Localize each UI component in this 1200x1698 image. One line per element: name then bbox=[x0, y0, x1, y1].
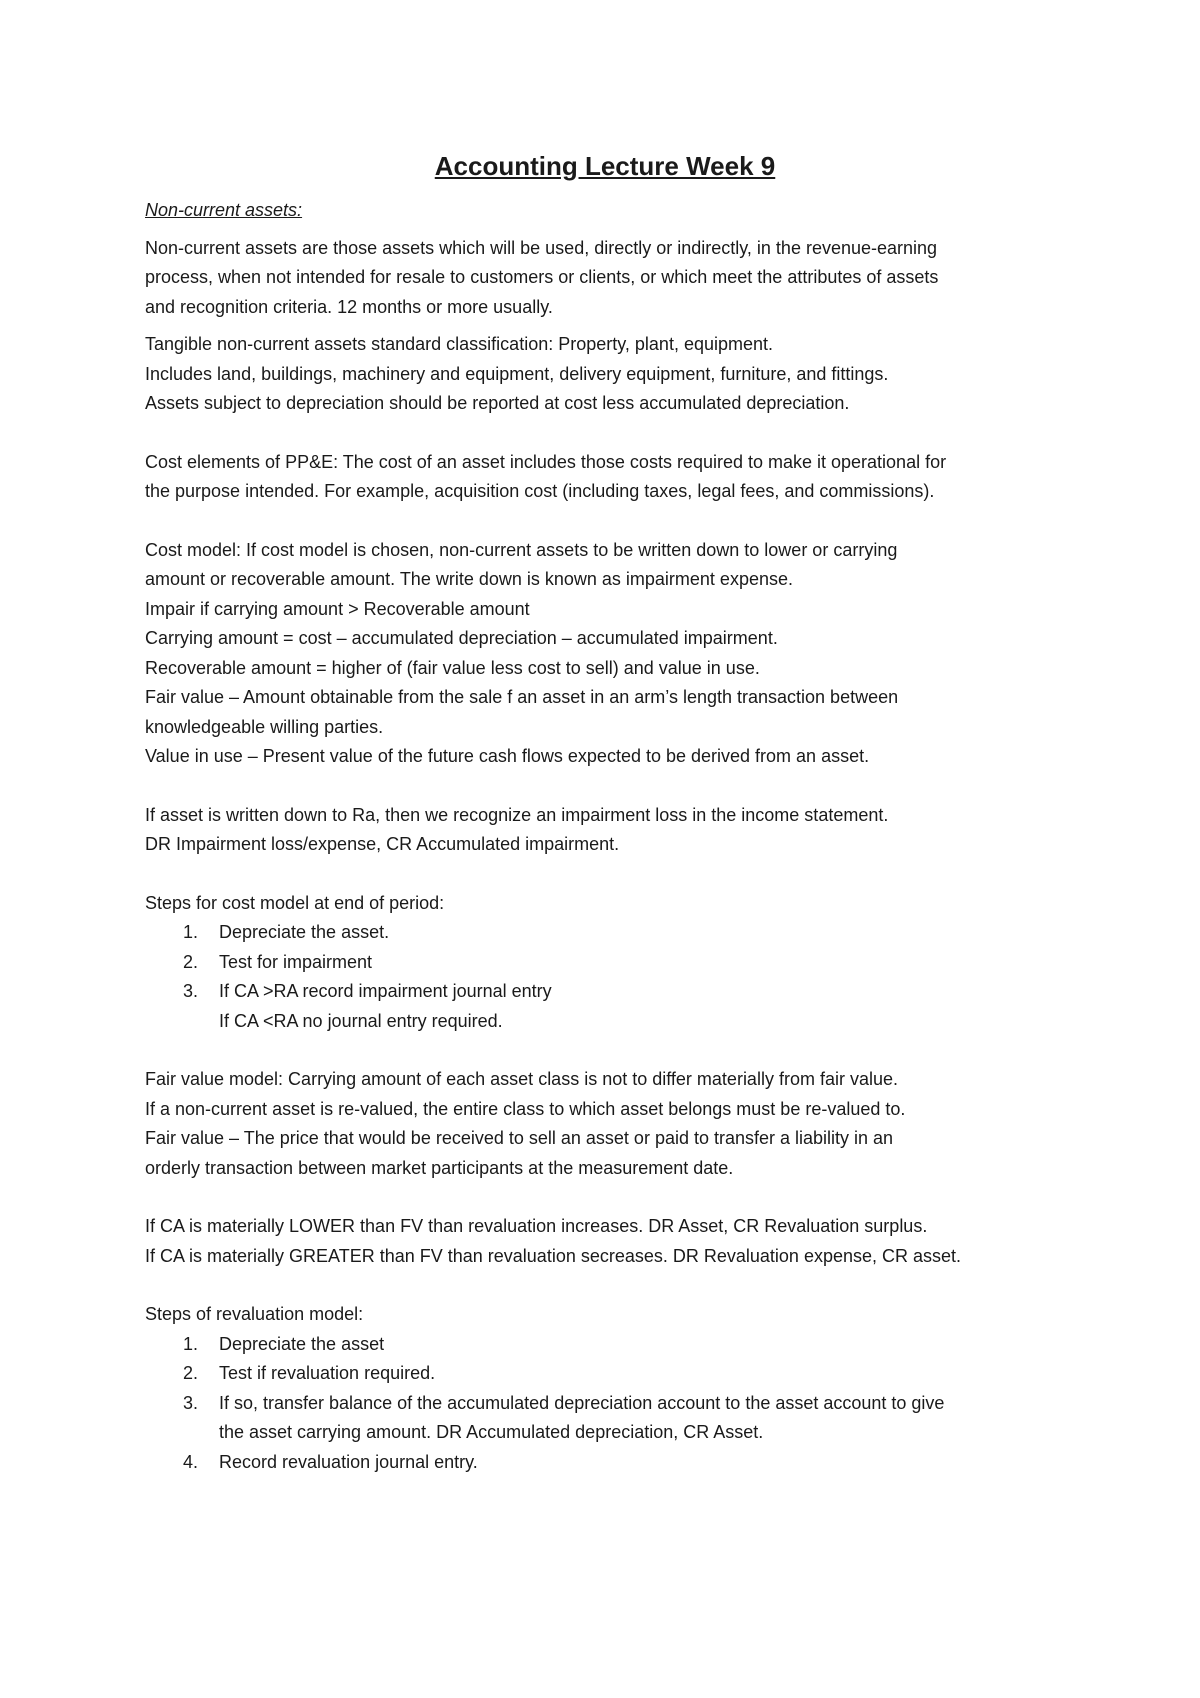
text-line: Carrying amount = cost – accumulated depreciation – accumulated impairment. bbox=[145, 628, 778, 648]
text-line: If asset is written down to Ra, then we recognize an impairment loss in the income statement. bbox=[145, 804, 889, 825]
list-item bbox=[145, 1389, 1065, 1448]
list-number: 2. bbox=[183, 951, 199, 972]
paragraph-tangible-assets bbox=[145, 330, 1065, 419]
text-line: Fair value – The price that would be received to sell an asset or paid to transfer a liability in an bbox=[145, 1128, 894, 1148]
text-line: Tangible non-current assets standard classification: Property, plant, equipment. bbox=[145, 334, 774, 354]
list-item-text: the asset carrying amount. DR Accumulated depreciation, CR Asset. bbox=[219, 1422, 764, 1442]
text-line: If CA is materially GREATER than FV than revaluation secreases. DR Revaluation expense, CR asset. bbox=[145, 1245, 962, 1266]
revaluation-steps-list bbox=[145, 1330, 1065, 1478]
text-line: orderly transaction between market participants at the measurement date. bbox=[145, 1157, 734, 1178]
text-line: and recognition criteria. 12 months or more usually. bbox=[145, 296, 553, 317]
list-item bbox=[145, 977, 1065, 1036]
list-item bbox=[145, 1448, 1065, 1478]
list-number: 3. bbox=[183, 1392, 199, 1413]
list-item bbox=[145, 918, 1065, 948]
paragraph-cost-elements bbox=[145, 448, 1065, 507]
document-body bbox=[145, 150, 1065, 1506]
list-number: 4. bbox=[183, 1451, 199, 1472]
paragraph-cost-model bbox=[145, 536, 1065, 772]
list-item bbox=[145, 948, 1065, 978]
paragraph-impairment bbox=[145, 801, 1065, 860]
section-heading-non-current-assets: Non-current assets: bbox=[145, 200, 303, 220]
page-title: Accounting Lecture Week 9 bbox=[434, 151, 776, 181]
text-line: Includes land, buildings, machinery and equipment, delivery equipment, furniture, and fittings. bbox=[145, 363, 889, 384]
revaluation-steps-heading: Steps of revaluation model: bbox=[145, 1304, 364, 1324]
list-item-text: Depreciate the asset. bbox=[219, 922, 390, 942]
paragraph-revaluation bbox=[145, 1212, 1065, 1271]
text-line: the purpose intended. For example, acquisition cost (including taxes, legal fees, and commissions). bbox=[145, 481, 935, 501]
list-number: 3. bbox=[183, 981, 199, 1001]
list-item-text: Record revaluation journal entry. bbox=[219, 1451, 478, 1472]
text-line: Impair if carrying amount > Recoverable amount bbox=[145, 598, 530, 619]
list-item bbox=[145, 1330, 1065, 1360]
cost-steps-heading: Steps for cost model at end of period: bbox=[145, 892, 445, 913]
text-line: Value in use – Present value of the future cash flows expected to be derived from an asset. bbox=[145, 746, 870, 766]
list-item-text: Test if revaluation required. bbox=[219, 1363, 436, 1383]
text-line: Cost model: If cost model is chosen, non-current assets to be written down to lower or carrying bbox=[145, 539, 898, 560]
list-item bbox=[145, 1359, 1065, 1389]
text-line: Cost elements of PP&E: The cost of an asset includes those costs required to make it operational for bbox=[145, 451, 947, 472]
text-line: If CA is materially LOWER than FV than revaluation increases. DR Asset, CR Revaluation surplus. bbox=[145, 1216, 928, 1236]
list-item-text: If CA <RA no journal entry required. bbox=[219, 1010, 503, 1031]
text-line: If a non-current asset is re-valued, the entire class to which asset belongs must be re-valued to. bbox=[145, 1098, 906, 1119]
text-line: Fair value model: Carrying amount of each asset class is not to differ materially from fair value. bbox=[145, 1069, 898, 1089]
text-line: process, when not intended for resale to customers or clients, or which meet the attributes of assets bbox=[145, 267, 939, 287]
list-number: 1. bbox=[183, 922, 199, 942]
list-item-text: If so, transfer balance of the accumulated depreciation account to the asset account to give bbox=[219, 1392, 945, 1413]
text-line: Assets subject to depreciation should be reported at cost less accumulated depreciation. bbox=[145, 393, 850, 413]
paragraph-fair-value-model bbox=[145, 1065, 1065, 1183]
text-line: Recoverable amount = higher of (fair value less cost to sell) and value in use. bbox=[145, 657, 760, 678]
list-number: 1. bbox=[183, 1333, 199, 1354]
text-line: Non-current assets are those assets which will be used, directly or indirectly, in the revenue-earning bbox=[145, 237, 938, 258]
text-line: knowledgeable willing parties. bbox=[145, 716, 384, 737]
list-number: 2. bbox=[183, 1363, 199, 1383]
text-line: DR Impairment loss/expense, CR Accumulated impairment. bbox=[145, 834, 620, 854]
list-item-text: Test for impairment bbox=[219, 951, 373, 972]
list-item-text: Depreciate the asset bbox=[219, 1333, 385, 1354]
text-line: amount or recoverable amount. The write down is known as impairment expense. bbox=[145, 569, 793, 589]
cost-steps-list bbox=[145, 918, 1065, 1036]
paragraph-intro bbox=[145, 234, 1065, 323]
text-line: Fair value – Amount obtainable from the sale f an asset in an arm’s length transaction between bbox=[145, 687, 899, 707]
list-item-text: If CA >RA record impairment journal entry bbox=[219, 981, 552, 1001]
